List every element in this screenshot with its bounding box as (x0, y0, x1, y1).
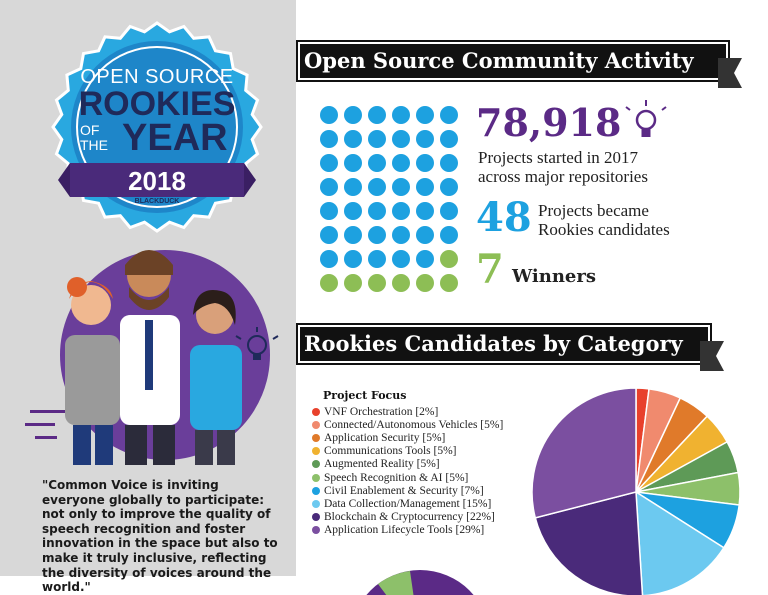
legend-swatch (312, 421, 320, 429)
project-dot (416, 250, 434, 268)
badge-line1: OPEN SOURCE (80, 66, 234, 88)
legend-swatch (312, 460, 320, 468)
chart-legend (312, 405, 503, 537)
section-title-candidates: Rookies Candidates by Category (304, 331, 683, 356)
candidates-description (538, 201, 670, 239)
winners-count: 7 (476, 246, 504, 293)
badge-of: OF (80, 122, 100, 138)
project-dot (344, 154, 362, 172)
project-dot (392, 178, 410, 196)
category-pie-chart (530, 385, 740, 576)
legend-item (312, 484, 503, 497)
candidates-description-line2: Rookies candidates (538, 220, 670, 239)
project-dot (368, 274, 386, 292)
legend-item (312, 524, 503, 537)
project-dot (320, 250, 338, 268)
projects-description (478, 148, 648, 186)
project-dot (368, 106, 386, 124)
second-pie-chart-partial (360, 560, 480, 576)
legend-item (312, 445, 503, 458)
project-dot (392, 274, 410, 292)
project-dot (416, 130, 434, 148)
project-dot (368, 202, 386, 220)
project-dot (440, 250, 458, 268)
legend-item (312, 431, 503, 444)
legend-item (312, 471, 503, 484)
project-dot (416, 154, 434, 172)
badge-year-number: 2018 (128, 166, 186, 196)
projects-count: 78,918 (476, 100, 622, 145)
legend-item (312, 497, 503, 510)
project-dot (392, 154, 410, 172)
legend-swatch (312, 447, 320, 455)
legend-swatch (312, 434, 320, 442)
legend-swatch (312, 500, 320, 508)
project-dot (416, 202, 434, 220)
legend-label: Connected/Autonomous Vehicles [5%] (324, 418, 504, 431)
project-dot (440, 226, 458, 244)
rookies-badge (50, 20, 264, 234)
legend-label: Civil Enablement & Security [7%] (324, 484, 484, 497)
legend-swatch (312, 526, 320, 534)
project-dot (368, 178, 386, 196)
project-dot (368, 226, 386, 244)
badge-brand: BLACKDUCK (134, 198, 180, 205)
project-dot (344, 202, 362, 220)
project-dot (392, 226, 410, 244)
legend-label: Augmented Reality [5%] (324, 458, 440, 471)
project-dot (344, 274, 362, 292)
legend-item (312, 511, 503, 524)
project-dot-grid (320, 106, 460, 286)
legend-item (312, 405, 503, 418)
project-dot (320, 106, 338, 124)
project-dot (416, 106, 434, 124)
legend-title: Project Focus (323, 389, 407, 402)
badge-line2: ROOKIES (78, 85, 236, 123)
project-dot (440, 106, 458, 124)
project-dot (392, 202, 410, 220)
legend-item (312, 418, 503, 431)
badge-year: YEAR (122, 117, 228, 159)
quote-text: "Common Voice is inviting everyone globally to participate: not only to improve the quality of speech recognition and foster innovation in the space but also to make it truly inclusive, reflecting the diversity of voices around the world." (42, 478, 278, 595)
legend-swatch (312, 408, 320, 416)
project-dot (344, 250, 362, 268)
project-dot (320, 130, 338, 148)
legend-label: Data Collection/Management [15%] (324, 497, 492, 510)
project-dot (440, 178, 458, 196)
legend-label: Speech Recognition & AI [5%] (324, 471, 469, 484)
project-dot (440, 274, 458, 292)
people-illustration (25, 235, 285, 465)
ribbon-tail-icon (718, 58, 742, 88)
project-dot (368, 250, 386, 268)
project-dot (392, 106, 410, 124)
project-dot (344, 106, 362, 124)
legend-swatch (312, 474, 320, 482)
legend-label: Blockchain & Cryptocurrency [22%] (324, 511, 495, 524)
project-dot (344, 178, 362, 196)
project-dot (416, 178, 434, 196)
project-dot (440, 202, 458, 220)
badge-the: THE (80, 137, 108, 153)
project-dot (320, 274, 338, 292)
section-title-activity: Open Source Community Activity (304, 48, 694, 73)
lightbulb-icon (626, 98, 668, 144)
project-dot (392, 250, 410, 268)
legend-item (312, 458, 503, 471)
winners-label: Winners (512, 266, 596, 287)
legend-label: Application Lifecycle Tools [29%] (324, 524, 485, 537)
project-dot (440, 130, 458, 148)
project-dot (392, 130, 410, 148)
project-dot (416, 274, 434, 292)
candidates-description-line1: Projects became (538, 201, 649, 220)
legend-label: Application Security [5%] (324, 431, 446, 444)
ribbon-tail-icon (700, 341, 724, 371)
project-dot (344, 130, 362, 148)
project-dot (320, 154, 338, 172)
project-dot (344, 226, 362, 244)
projects-description-line1: Projects started in 2017 (478, 148, 639, 167)
legend-swatch (312, 513, 320, 521)
left-panel (0, 0, 296, 595)
projects-description-line2: across major repositories (478, 167, 648, 186)
legend-label: VNF Orchestration [2%] (324, 405, 439, 418)
project-dot (368, 130, 386, 148)
candidates-count: 48 (476, 194, 532, 241)
project-dot (320, 202, 338, 220)
project-dot (320, 178, 338, 196)
project-dot (416, 226, 434, 244)
project-dot (368, 154, 386, 172)
project-dot (440, 154, 458, 172)
legend-label: Communications Tools [5%] (324, 445, 457, 458)
project-dot (320, 226, 338, 244)
legend-swatch (312, 487, 320, 495)
